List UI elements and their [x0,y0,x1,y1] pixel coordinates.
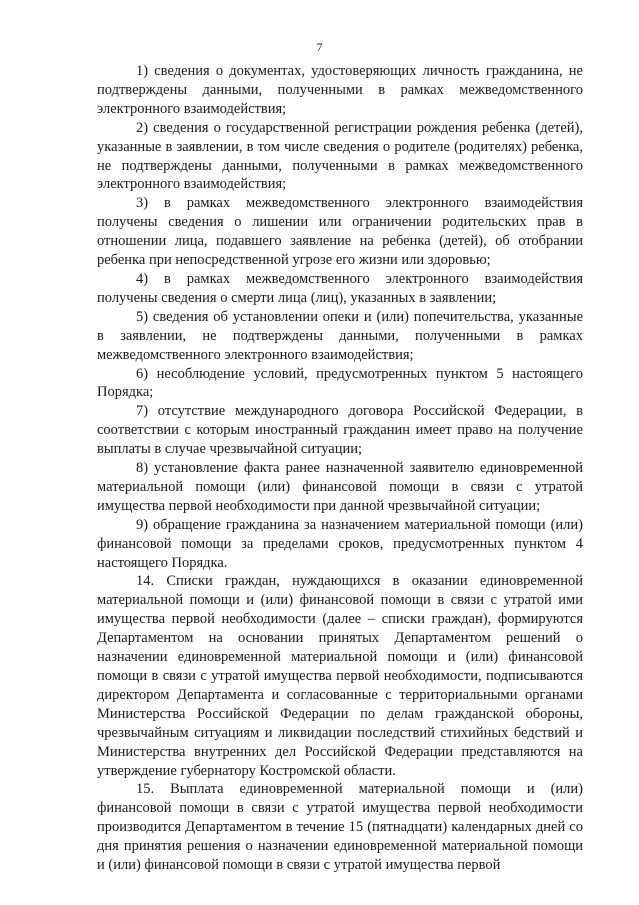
clause-7-paragraph: 7) отсутствие международного договора Российской Федерации, в соответствии с которым иностранный гражданин имеет право на получение выплаты в случае чрезвычайной ситуации; [97,403,583,458]
clause-2-paragraph: 2) сведения о государственной регистрации рождения ребенка (детей), указанные в заявлении, в том числе сведения о родителе (родителях) ребенка, не подтверждены данными, полученными в рамках межведомственного электронного взаимодействия; [97,119,583,193]
clause-4-paragraph: 4) в рамках межведомственного электронного взаимодействия получены сведения о смерти лица (лиц), указанных в заявлении; [97,270,583,306]
section-15-paragraph: 15. Выплата единовременной материальной помощи и (или) финансовой помощи в связи с утратой имущества первой необходимости производится Департаментом в течение 15 (пятнадцати) календарных дней со дня принятия решения о назначении единовременной материальной помощи и (или) финансовой помощи в связи с утратой имущества первой [97,781,583,874]
section-14-paragraph: 14. Списки граждан, нуждающихся в оказании единовременной материальной помощи и (или) финансовой помощи в связи с утратой ими имущества первой необходимости (далее – списки граждан), формируются Департаментом на основании принятых Департаментом решений о назначении единовременной материальной помощи и (или) финансовой помощи в связи с утратой имущества первой необходимости, подписываются директором Департамента и согласованные с территориальными органами Министерства Российской Федерации по делам гражданской обороны, чрезвычайным ситуациям и ликвидации последствий стихийных бедствий и Министерства внутренних дел Российской Федерации представляются на утверждение губернатору Костромской области. [97,573,583,779]
clause-9-paragraph: 9) обращение гражданина за назначением материальной помощи (или) финансовой помощи за пределами сроков, предусмотренных пунктом 4 настоящего Порядка. [97,516,583,571]
page-number: 7 [316,40,323,54]
clause-1-paragraph: 1) сведения о документах, удостоверяющих личность гражданина, не подтверждены данными, полученными в рамках межведомственного электронного взаимодействия; [97,63,583,117]
clause-6-paragraph: 6) несоблюдение условий, предусмотренных пунктом 5 настоящего Порядка; [97,365,583,401]
clause-8-paragraph: 8) установление факта ранее назначенной заявителю единовременной материальной помощи (или) финансовой помощи в связи с утратой имущества первой необходимости при данной чрезвычайной ситуации; [97,460,583,514]
clause-3-paragraph: 3) в рамках межведомственного электронного взаимодействия получены сведения о лишении или ограничении родительских прав в отношении лица, подавшего заявление на ребенка (детей), об отобрании ребенка при непосредственной угрозе его жизни или здоровью; [97,195,583,269]
clause-5-paragraph: 5) сведения об установлении опеки и (или) попечительства, указанные в заявлении, не подтверждены данными, полученными в рамках межведомственного электронного взаимодействия; [97,308,583,363]
document-body [97,62,583,875]
